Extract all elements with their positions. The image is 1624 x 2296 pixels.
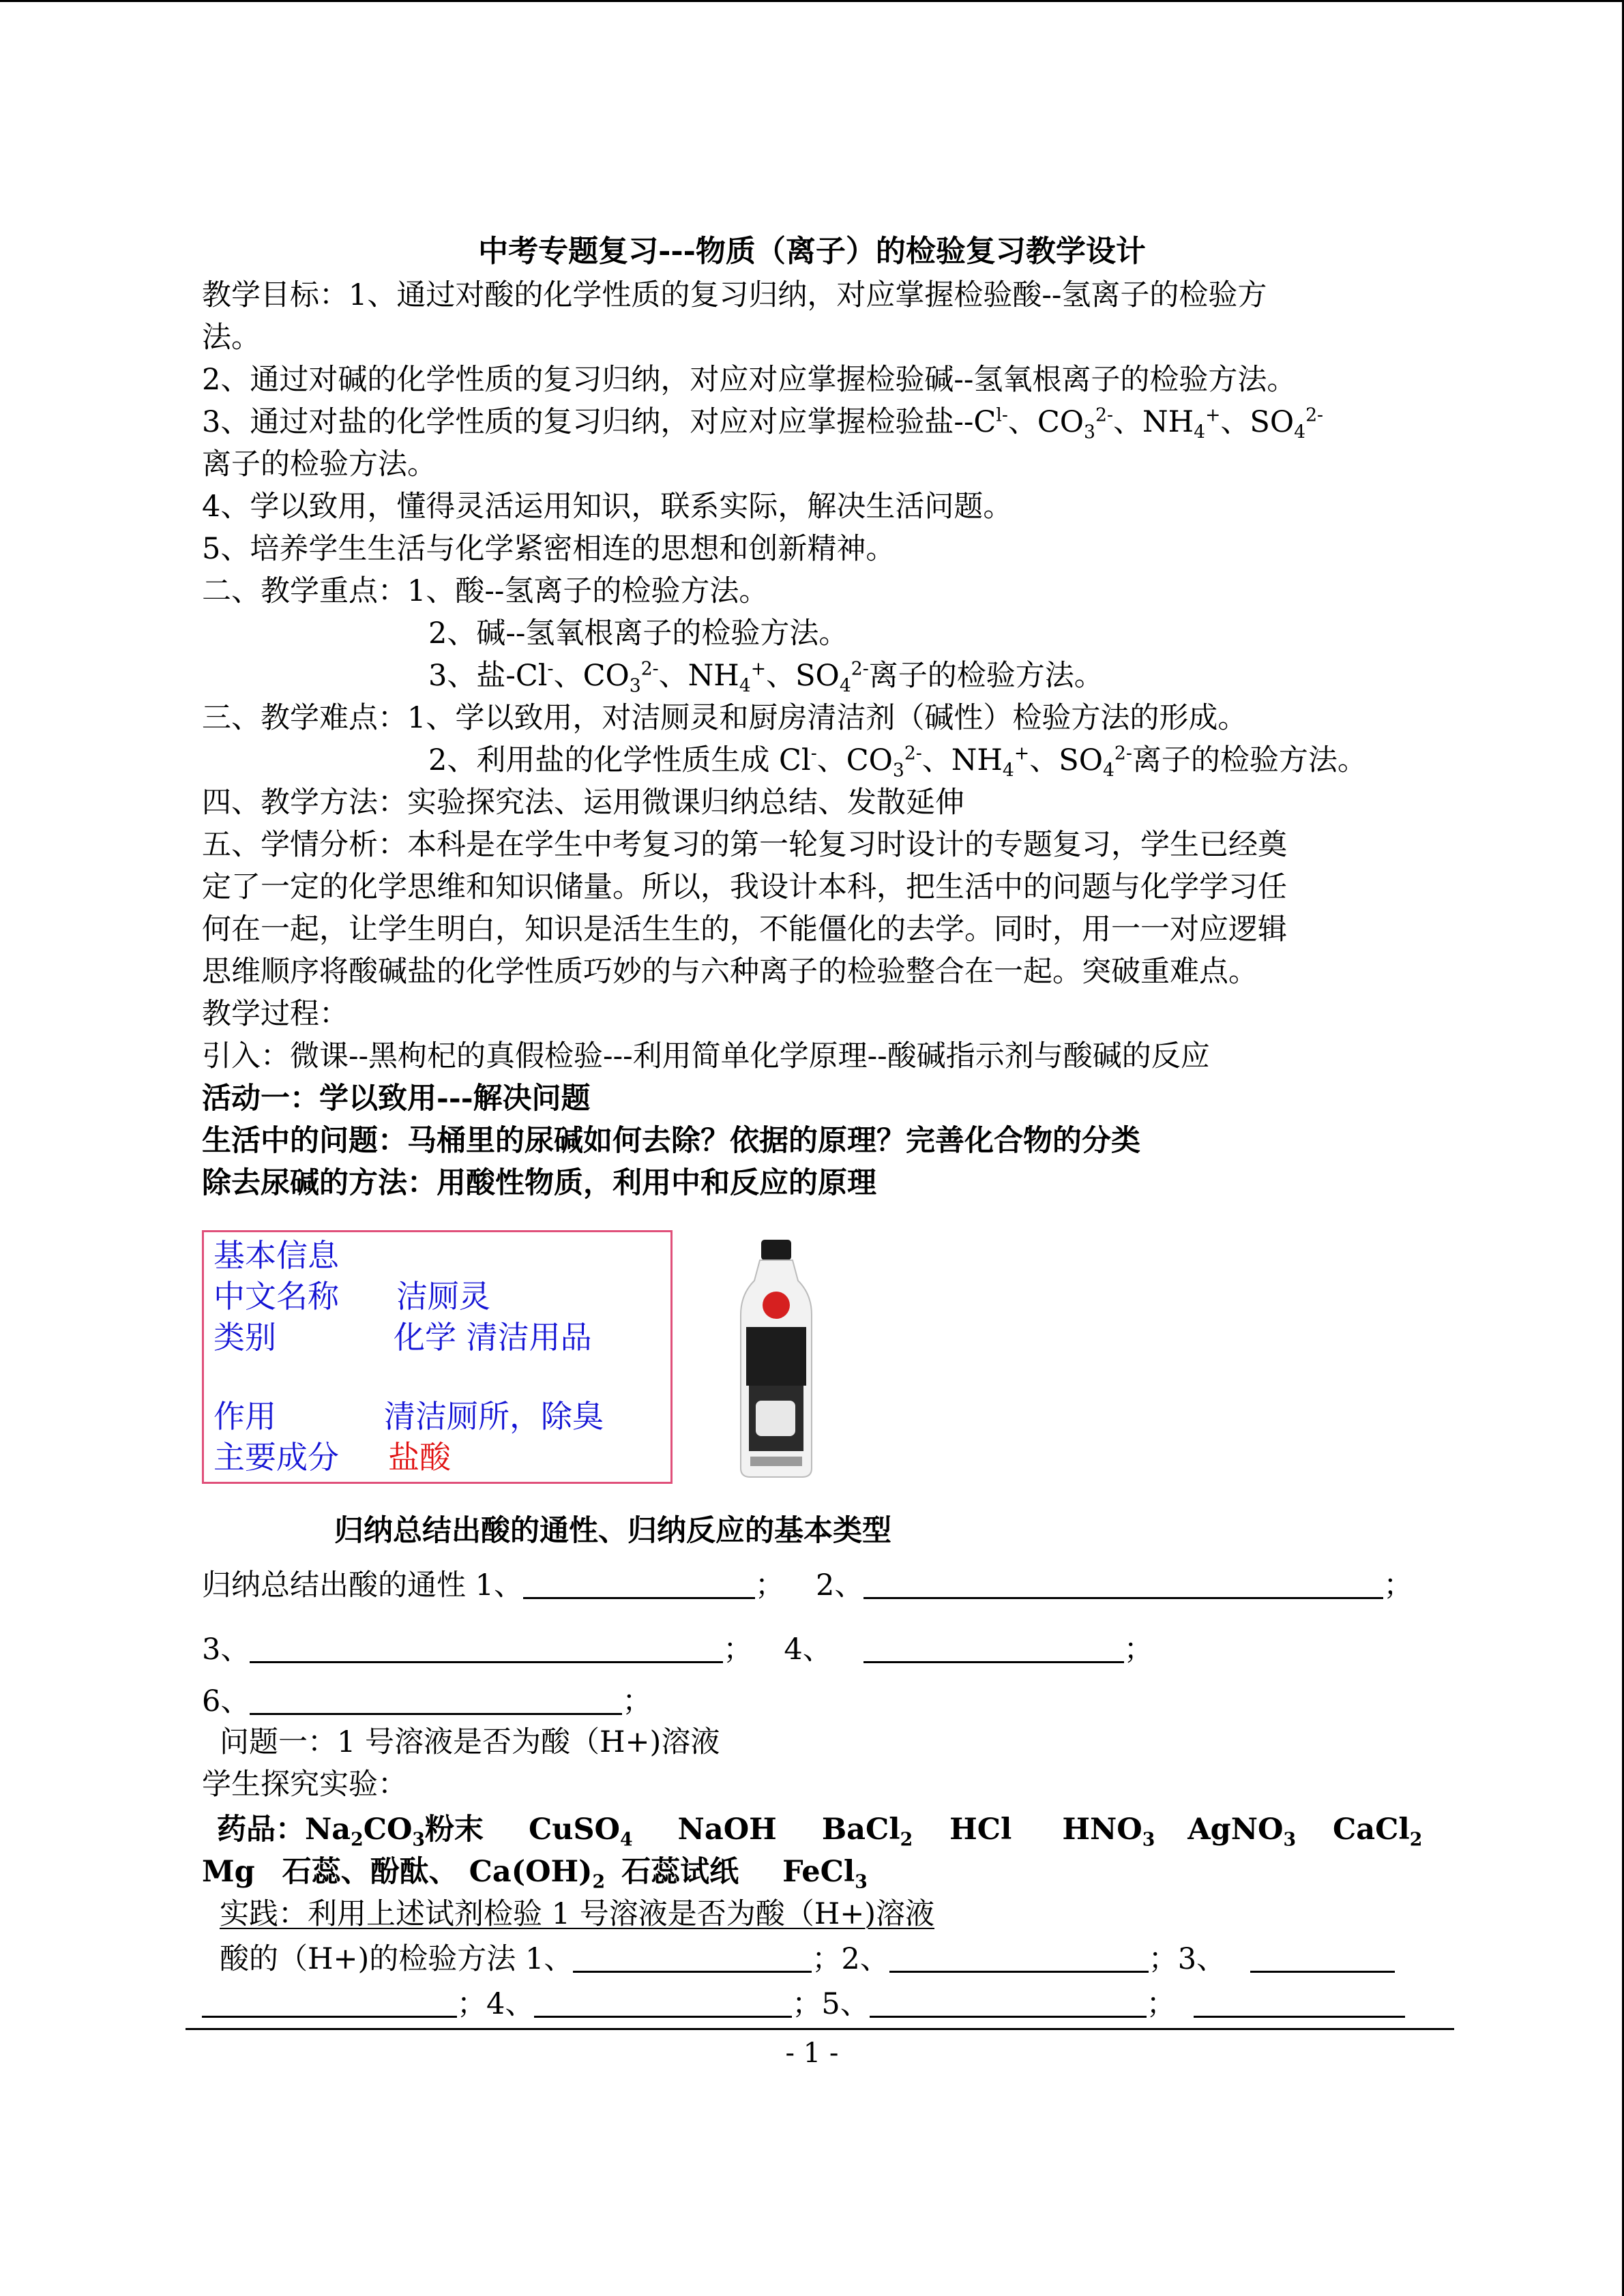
answer-blank[interactable] xyxy=(523,1570,755,1599)
toilet-cleaner-bottle-image xyxy=(735,1240,817,1480)
student-experiment-heading: 学生探究实验： xyxy=(202,1768,407,1802)
acid-properties-line-1: 归纳总结出酸的通性 1、 ； 2、 ； xyxy=(202,1568,1413,1602)
analysis-line-2: 定了一定的化学思维和知识储量。所以，我设计本科，把生活中的问题与化学学习任 xyxy=(202,870,1287,904)
acid-properties-line-2: 3、 ； 4、 ； xyxy=(202,1632,1153,1667)
summary-heading: 归纳总结出酸的通性、归纳反应的基本类型 xyxy=(334,1514,891,1548)
objectives-line-3: 2、通过对碱的化学性质的复习归纳，对应对应掌握检验碱--氢氧根离子的检验方法。 xyxy=(202,363,1297,397)
removal-method-line: 除去尿碱的方法：用酸性物质，利用中和反应的原理 xyxy=(202,1166,876,1200)
page-number: - 1 - xyxy=(785,2038,839,2069)
key-points-line-1: 二、教学重点：1、酸--氢离子的检验方法。 xyxy=(202,574,769,608)
answer-blank[interactable] xyxy=(250,1686,622,1715)
analysis-line-1: 五、学情分析：本科是在学生中考复习的第一轮复习时设计的专题复习，学生已经奠 xyxy=(202,828,1287,862)
reagents-line-1: 药品：$Na_2CO_3$粉末 CuSO$_4$ NaOH BaCl$_2$ HCl $HNO_3$ AgNO$_3$ CaCl$_2$ xyxy=(217,1813,1423,1851)
info-use-row: 作用 清洁厕所，除臭 xyxy=(213,1398,604,1435)
product-info-box xyxy=(202,1230,673,1484)
objectives-line-7: 5、培养学生生活与化学紧密相连的思想和创新精神。 xyxy=(202,532,896,566)
difficulties-line-2: 2、利用盐的化学性质生成 Cl-、$CO_3^{2-}$、$NH_4^+$、$SO_4^{2-}$离子的检验方法。 xyxy=(428,743,1367,781)
method-line: 四、教学方法：实验探究法、运用微课归纳总结、发散延伸 xyxy=(202,786,964,820)
page-border-top xyxy=(0,0,1624,2)
info-ingredient-row: 主要成分 盐酸 xyxy=(213,1439,451,1476)
key-points-line-2: 2、碱--氢氧根离子的检验方法。 xyxy=(428,616,848,651)
objectives-line-5: 离子的检验方法。 xyxy=(202,447,437,481)
acid-properties-line-3: 6、 ； xyxy=(202,1684,652,1718)
practice-line: 实践：利用上述试剂检验 1 号溶液是否为酸（H+)溶液 xyxy=(220,1897,934,1931)
objectives-line-2: 法。 xyxy=(202,320,261,355)
answer-blank[interactable] xyxy=(534,1988,792,2018)
acid-test-methods-line-2: ；4、 ；5、 ； xyxy=(202,1983,1405,2025)
answer-blank[interactable] xyxy=(863,1634,1124,1663)
answer-blank[interactable] xyxy=(870,1988,1147,2018)
objectives-line-4: 3、通过对盐的化学性质的复习归纳，对应对应掌握检验盐$--C^{l-}$、$CO_3^{2-}$、$NH_4^+$、$SO_4^{2-}$ xyxy=(202,404,1324,443)
objectives-line-6: 4、学以致用，懂得灵活运用知识，联系实际，解决生活问题。 xyxy=(202,490,1013,524)
question-one-line: 问题一：1 号溶液是否为酸（H+)溶液 xyxy=(220,1725,720,1759)
answer-blank[interactable] xyxy=(573,1943,812,1973)
footer-rule xyxy=(186,2028,1454,2030)
key-points-line-3: 3、盐-Cl-、$CO_3^{2-}$、$NH_4^+$、$SO_4^{2-}$离子的检验方法。 xyxy=(428,658,1104,697)
info-name-row: 中文名称 洁厕灵 xyxy=(213,1278,490,1315)
process-heading: 教学过程： xyxy=(202,997,349,1031)
answer-blank[interactable] xyxy=(202,1988,457,2018)
answer-blank[interactable] xyxy=(863,1570,1383,1599)
analysis-line-4: 思维顺序将酸碱盐的化学性质巧妙的与六种离子的检验整合在一起。突破重难点。 xyxy=(202,955,1258,989)
analysis-line-3: 何在一起，让学生明白，知识是活生生的，不能僵化的去学。同时，用一一对应逻辑 xyxy=(202,912,1287,946)
answer-blank[interactable] xyxy=(250,1634,723,1663)
answer-blank[interactable] xyxy=(1194,1988,1405,2018)
info-category-row: 类别 化学 清洁用品 xyxy=(213,1319,592,1356)
life-problem-line: 生活中的问题：马桶里的尿碱如何去除？依据的原理？完善化合物的分类 xyxy=(202,1124,1140,1158)
reagents-line-2: Mg 石蕊、酚酞、 $Ca(OH)_2$ 石蕊试纸 FeCl$_3$ xyxy=(202,1855,868,1893)
difficulties-line-1: 三、教学难点：1、学以致用，对洁厕灵和厨房清洁剂（碱性）检验方法的形成。 xyxy=(202,701,1247,735)
info-heading: 基本信息 xyxy=(213,1237,339,1274)
acid-test-methods-line-1: 酸的（H+)的检验方法 1、 ；2、 ；3、 xyxy=(220,1938,1395,1980)
activity-one-heading: 活动一：学以致用---解决问题 xyxy=(202,1082,591,1116)
intro-line: 引入：微课--黑枸杞的真假检验---利用简单化学原理--酸碱指示剂与酸碱的反应 xyxy=(202,1039,1210,1073)
document-title: 中考专题复习---物质（离子）的检验复习教学设计 xyxy=(478,234,1146,269)
answer-blank[interactable] xyxy=(889,1943,1149,1973)
objectives-line-1: 教学目标：1、通过对酸的化学性质的复习归纳，对应掌握检验酸--氢离子的检验方 xyxy=(202,278,1267,312)
answer-blank[interactable] xyxy=(1250,1943,1395,1973)
